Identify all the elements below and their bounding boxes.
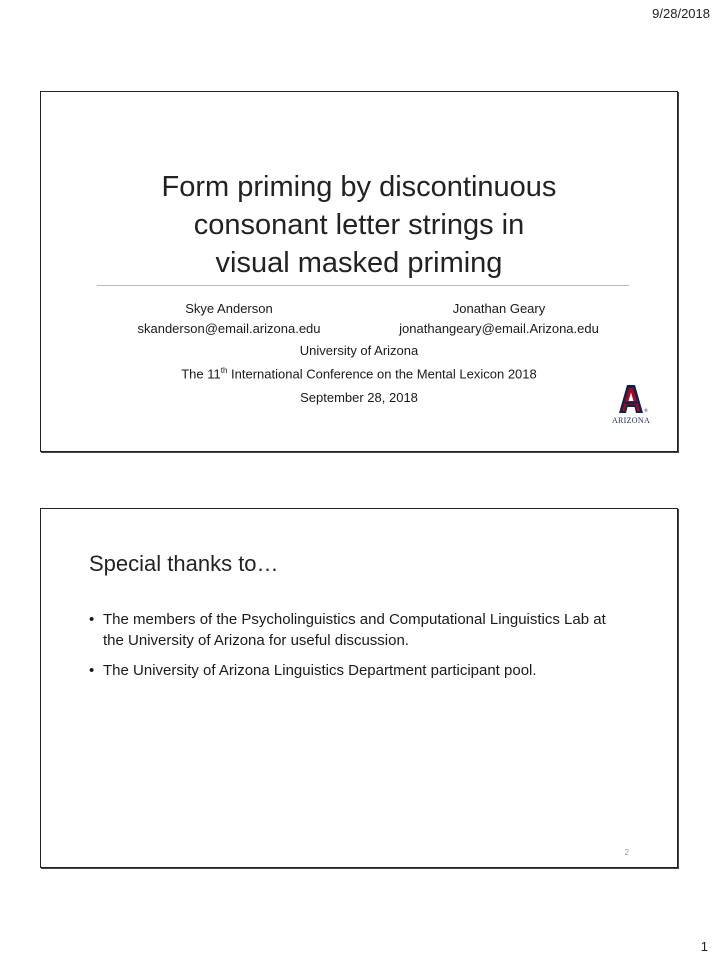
author-block	[379, 299, 619, 339]
arizona-a-icon	[611, 383, 651, 415]
author-name: Jonathan Geary	[452, 301, 546, 316]
presentation-date: September 28, 2018	[300, 390, 418, 405]
slide-title	[41, 168, 677, 282]
slide-heading: Special thanks to…	[89, 551, 279, 576]
bullet-item: • The University of Arizona Linguistics Department participant pool.	[89, 660, 629, 681]
slide-number: 2	[624, 848, 629, 857]
author-block	[119, 299, 339, 339]
university-logo	[611, 383, 651, 425]
bullet-list	[89, 609, 629, 690]
acknowledgements-slide	[40, 508, 678, 868]
affiliation: University of Arizona	[299, 343, 419, 358]
author-email: jonathangeary@email.Arizona.edu	[399, 321, 599, 336]
title-line: visual masked priming	[215, 247, 503, 279]
author-email: skanderson@email.arizona.edu	[137, 321, 321, 336]
conference-suffix: International Conference on the Mental Lexicon 2018	[227, 366, 537, 382]
author-name: Skye Anderson	[185, 301, 273, 316]
title-line: consonant letter strings in	[193, 209, 525, 241]
title-slide	[40, 91, 678, 452]
bullet-item: • The members of the Psycholinguistics and Computational Linguistics Lab at the University of Arizona for useful discussion.	[89, 609, 629, 651]
conference-name	[41, 366, 677, 381]
page-date: 9/28/2018	[652, 6, 710, 21]
page-number: 1	[700, 939, 708, 954]
svg-text:®: ®	[644, 408, 648, 413]
title-line: Form priming by discontinuous	[161, 171, 557, 203]
title-divider	[97, 285, 629, 286]
conference-ordinal: th	[220, 366, 228, 375]
logo-caption: ARIZONA	[611, 416, 651, 425]
conference-prefix: The 11	[181, 366, 221, 382]
